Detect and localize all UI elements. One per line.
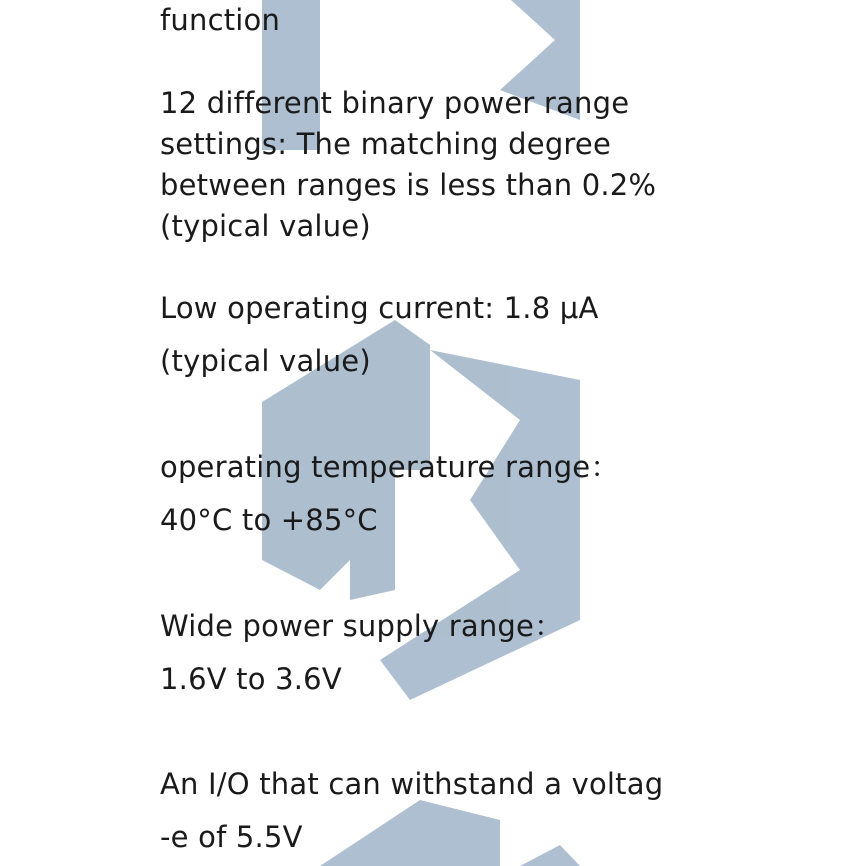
text-line-typical-2: (typical value) (160, 344, 371, 378)
text-line-function: function (160, 3, 281, 37)
text-line-binary-range: 12 different binary power range (160, 86, 630, 120)
text-line-temperature-range: operating temperature range： (160, 450, 620, 484)
text-line-temperature-value: 40°C to +85°C (160, 503, 378, 537)
text-line-supply-value: 1.6V to 3.6V (160, 662, 342, 696)
text-line-io-voltage: An I/O that can withstand a voltag (160, 767, 664, 801)
text-line-supply-range: Wide power supply range： (160, 609, 564, 643)
text-line-io-voltage-cont: -e of 5.5V (160, 820, 303, 854)
text-line-matching: settings: The matching degree (160, 127, 611, 161)
text-line-typical-1: (typical value) (160, 209, 371, 243)
text-line-between-ranges: between ranges is less than 0.2% (160, 168, 657, 202)
text-line-operating-current: Low operating current: 1.8 μA (160, 291, 599, 325)
